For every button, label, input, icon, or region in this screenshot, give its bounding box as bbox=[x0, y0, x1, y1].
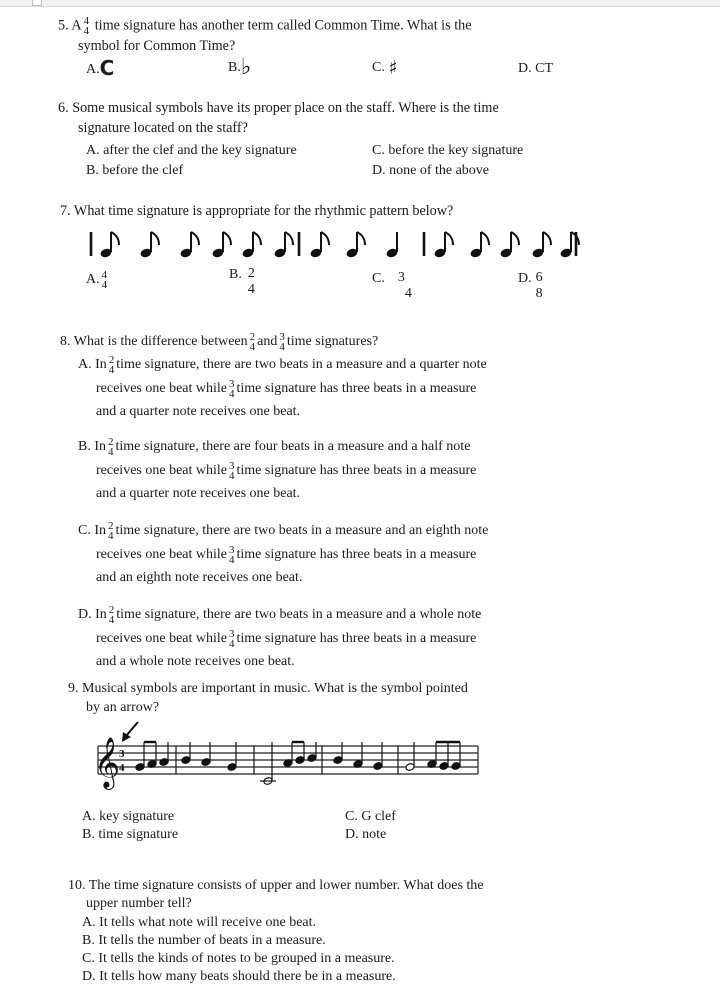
q9-option-d: D. note bbox=[345, 827, 387, 842]
q7-a-bottom: 4 bbox=[101, 279, 108, 291]
q8-stem-post: time signatures? bbox=[286, 334, 379, 350]
q8-c-text2b: time signature has three beats in a measure bbox=[236, 547, 477, 563]
q8-s2-bottom: 4 bbox=[279, 341, 285, 353]
q8-a-line3: and a quarter note receives one beat. bbox=[96, 404, 301, 419]
q5-option-c bbox=[372, 59, 398, 77]
q5-stem-pre: A bbox=[71, 17, 82, 34]
q5-ts-top: 4 bbox=[83, 15, 90, 27]
q8-a-line2 bbox=[96, 379, 476, 399]
q7-stem: 7. What time signature is appropriate for the rhythmic pattern below? bbox=[60, 203, 454, 219]
g-clef-icon: 𝄞 bbox=[94, 737, 121, 788]
q7-d-label: D. bbox=[518, 271, 532, 286]
q8-b-line1 bbox=[78, 437, 470, 457]
q8-b-t1: 2 bbox=[108, 436, 114, 448]
q7-d-top: 6 bbox=[535, 270, 543, 285]
q7-c-bottom: 4 bbox=[404, 286, 412, 301]
q6-option-c: C. before the key signature bbox=[372, 143, 524, 158]
q8-d-text1: time signature, there are two beats in a measure and a whole note bbox=[116, 607, 482, 623]
q8-d-text2a: receives one beat while bbox=[96, 631, 227, 647]
q8-a-b2: 4 bbox=[229, 388, 235, 400]
q5-option-d: D. CT bbox=[518, 61, 553, 76]
q8-a-line1 bbox=[78, 355, 487, 375]
q5-stem-post: time signature has another term called Common Time. What is the bbox=[94, 17, 472, 34]
q6-option-a: A. after the clef and the key signature bbox=[86, 143, 297, 158]
q8-b-label: B. In bbox=[78, 439, 106, 455]
q8-c-text2a: receives one beat while bbox=[96, 547, 227, 563]
q8-c-t1: 2 bbox=[108, 520, 114, 532]
q7-option-a bbox=[86, 270, 109, 290]
q7-a-label: A. bbox=[86, 272, 100, 288]
eighth-note-icon bbox=[309, 232, 329, 259]
eighth-note-icon bbox=[179, 232, 199, 259]
q8-c-frac2 bbox=[229, 545, 235, 565]
q8-b-frac2 bbox=[229, 461, 235, 481]
q7-c-top: 3 bbox=[397, 270, 405, 285]
q8-c-t2: 3 bbox=[229, 544, 235, 556]
svg-text:3: 3 bbox=[119, 748, 125, 760]
q8-b-b1: 4 bbox=[108, 446, 114, 458]
eighth-note-icon bbox=[273, 232, 293, 259]
q8-c-label: C. In bbox=[78, 523, 106, 539]
q8-b-frac1 bbox=[108, 437, 114, 457]
rhythmic-pattern bbox=[88, 226, 588, 266]
q6-option-d: D. none of the above bbox=[372, 163, 490, 178]
q7-a-fraction bbox=[102, 270, 108, 290]
flat-symbol: ♭ bbox=[240, 55, 252, 80]
q10-stem-line2: upper number tell? bbox=[86, 896, 192, 911]
common-time-symbol: C bbox=[99, 56, 115, 80]
q5-stem bbox=[58, 16, 472, 36]
q5-c-label: C. bbox=[372, 60, 385, 75]
q7-b-fraction bbox=[248, 266, 255, 298]
q5-a-label: A. bbox=[86, 62, 100, 77]
arrow-icon bbox=[122, 722, 138, 742]
q5-option-a bbox=[86, 56, 115, 80]
staff-notes bbox=[135, 742, 461, 785]
q8-d-text2b: time signature has three beats in a measure bbox=[236, 631, 477, 647]
q8-c-b1: 4 bbox=[108, 530, 114, 542]
q6-stem-line2: signature located on the staff? bbox=[78, 120, 248, 136]
q10-option-d: D. It tells how many beats should there be in a measure. bbox=[82, 969, 396, 984]
q10-stem-line1: 10. The time signature consists of upper and lower number. What does the bbox=[68, 878, 484, 893]
sharp-symbol: ♯ bbox=[388, 57, 398, 79]
q8-d-t1: 2 bbox=[108, 604, 115, 616]
music-staff bbox=[92, 722, 484, 790]
q5-ts-bottom: 4 bbox=[83, 25, 90, 37]
q8-b-text2b: time signature has three beats in a measure bbox=[236, 463, 477, 479]
svg-text:4: 4 bbox=[119, 762, 125, 774]
q10-option-b: B. It tells the number of beats in a measure. bbox=[82, 933, 326, 948]
q7-b-label: B. bbox=[229, 267, 242, 282]
tab-notch bbox=[32, 0, 42, 6]
q5-stem-line2: symbol for Common Time? bbox=[78, 38, 236, 54]
q8-a-b1: 4 bbox=[108, 364, 115, 376]
q7-c-label: C. bbox=[372, 271, 385, 286]
q8-b-line2 bbox=[96, 461, 476, 481]
quarter-note-icon bbox=[385, 232, 398, 259]
q8-c-text1: time signature, there are two beats in a measure and an eighth note bbox=[115, 523, 489, 539]
q8-d-frac2 bbox=[229, 629, 235, 649]
q8-d-frac1 bbox=[109, 605, 115, 625]
q8-a-text1: time signature, there are two beats in a measure and a quarter note bbox=[116, 357, 487, 373]
q8-d-label: D. In bbox=[78, 607, 107, 623]
eighth-note-icon bbox=[433, 232, 453, 259]
q8-d-line3: and a whole note receives one beat. bbox=[96, 654, 295, 669]
q5-option-b bbox=[228, 55, 252, 80]
eighth-note-icon bbox=[531, 232, 551, 259]
q8-c-line2 bbox=[96, 545, 476, 565]
q7-c-fraction bbox=[391, 270, 412, 302]
eighth-note-icon bbox=[499, 232, 519, 259]
q8-d-b2: 4 bbox=[229, 638, 235, 650]
rhythm-notes bbox=[99, 232, 579, 259]
q8-c-line1 bbox=[78, 521, 488, 541]
q10-option-a: A. It tells what note will receive one beat. bbox=[82, 915, 317, 930]
q9-option-a: A. key signature bbox=[82, 809, 175, 824]
q8-a-frac1 bbox=[109, 355, 115, 375]
q7-option-b bbox=[229, 266, 255, 298]
q8-stem bbox=[60, 332, 378, 352]
q5-b-label: B. bbox=[228, 60, 241, 75]
q7-d-fraction bbox=[536, 270, 543, 302]
q8-b-text1: time signature, there are four beats in a measure and a half note bbox=[115, 439, 471, 455]
q8-s1-top: 2 bbox=[249, 331, 256, 343]
q8-a-text2b: time signature has three beats in a measure bbox=[236, 381, 477, 397]
q8-c-b2: 4 bbox=[229, 554, 235, 566]
q8-b-text2a: receives one beat while bbox=[96, 463, 227, 479]
q8-s2-top: 3 bbox=[279, 331, 285, 343]
q7-b-bottom: 4 bbox=[247, 282, 255, 297]
q8-stem-mid: and bbox=[257, 334, 278, 350]
q8-sig-1 bbox=[250, 332, 256, 352]
eighth-note-icon bbox=[211, 232, 231, 259]
q9-stem-line2: by an arrow? bbox=[86, 700, 160, 715]
q8-d-b1: 4 bbox=[108, 614, 115, 626]
eighth-note-icon bbox=[241, 232, 261, 259]
q7-option-c bbox=[372, 270, 412, 302]
q5-time-signature bbox=[84, 16, 90, 36]
q8-b-b2: 4 bbox=[229, 470, 235, 482]
q8-c-line3: and an eighth note receives one beat. bbox=[96, 570, 303, 585]
q7-d-bottom: 8 bbox=[535, 286, 543, 301]
eighth-note-icon bbox=[139, 232, 159, 259]
staff-note-icon bbox=[260, 742, 276, 785]
q8-d-line2 bbox=[96, 629, 476, 649]
q8-b-line3: and a quarter note receives one beat. bbox=[96, 486, 301, 501]
scroll-edge bbox=[0, 0, 720, 7]
q9-option-c: C. G clef bbox=[345, 809, 396, 824]
q10-option-c: C. It tells the kinds of notes to be grouped in a measure. bbox=[82, 951, 395, 966]
q7-b-top: 2 bbox=[247, 266, 255, 281]
q5-number: 5. bbox=[58, 17, 69, 34]
q8-a-label: A. In bbox=[78, 357, 107, 373]
q9-option-b: B. time signature bbox=[82, 827, 179, 842]
q7-a-top: 4 bbox=[101, 269, 108, 281]
q8-s1-bottom: 4 bbox=[249, 341, 256, 353]
q8-b-t2: 3 bbox=[229, 460, 235, 472]
q8-stem-pre: 8. What is the difference between bbox=[60, 334, 248, 350]
q6-stem-line1: 6. Some musical symbols have its proper place on the staff. Where is the time bbox=[58, 100, 499, 116]
q8-d-t2: 3 bbox=[229, 628, 235, 640]
eighth-note-icon bbox=[469, 232, 489, 259]
q8-d-line1 bbox=[78, 605, 481, 625]
q8-sig-2 bbox=[279, 332, 285, 352]
staff-note-icon bbox=[307, 742, 317, 762]
q8-c-frac1 bbox=[108, 521, 114, 541]
q8-a-t1: 2 bbox=[108, 354, 115, 366]
eighth-note-icon bbox=[99, 232, 119, 259]
eighth-note-icon bbox=[345, 232, 365, 259]
q8-a-text2a: receives one beat while bbox=[96, 381, 227, 397]
q7-option-d bbox=[518, 270, 543, 302]
q8-a-frac2 bbox=[229, 379, 235, 399]
q8-a-t2: 3 bbox=[229, 378, 235, 390]
q6-option-b: B. before the clef bbox=[86, 163, 184, 178]
q9-stem-line1: 9. Musical symbols are important in music. What is the symbol pointed bbox=[68, 681, 468, 696]
